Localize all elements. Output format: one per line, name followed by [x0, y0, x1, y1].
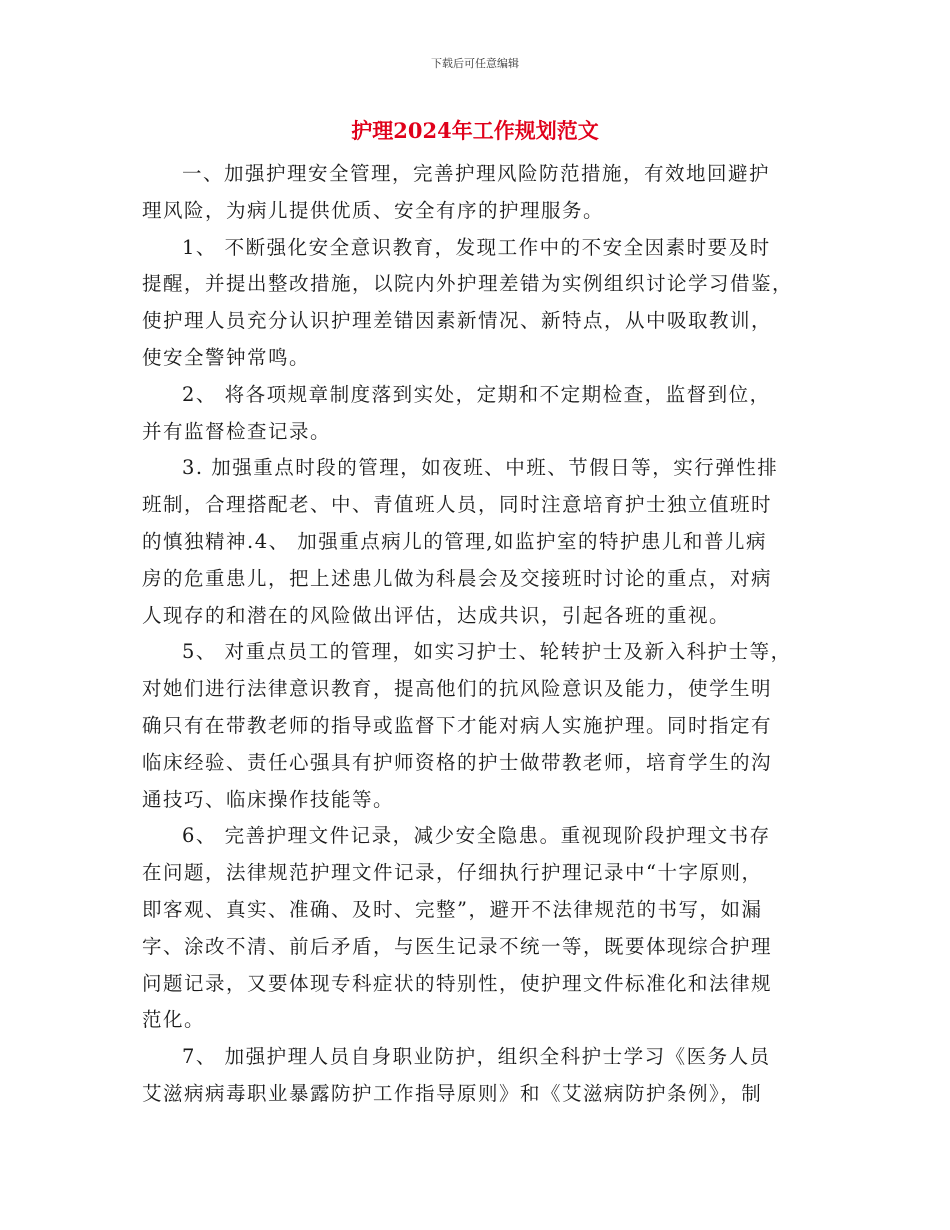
paragraph	[142, 230, 808, 377]
text-line: 确只有在带教老师的指导或监督下才能对病人实施护理。同时指定有	[142, 713, 773, 737]
text-line: 理风险，为病儿提供优质、安全有序的护理服务。	[142, 198, 605, 222]
text-line: 艾滋病病毒职业暴露防护工作指导原则》和《艾滋病防护条例》，制	[142, 1081, 763, 1105]
text-line: 通技巧、临床操作技能等。	[142, 787, 395, 811]
text-line: 提醒，并提出整改措施，以院内外护理差错为实例组织讨论学习借鉴，	[142, 272, 794, 296]
text-line: 一、加强护理安全管理，完善护理风险防范措施，有效地回避护	[182, 162, 771, 185]
text-line: 字、涂改不清、前后矛盾，与医生记录不统一等，既要体现综合护理	[142, 934, 773, 958]
text-line: 3. 加强重点时段的管理，如夜班、中班、节假日等，实行弹性排	[182, 456, 779, 480]
paragraph	[142, 450, 808, 634]
text-line: 问题记录，又要体现专科症状的特别性，使护理文件标准化和法律规	[142, 971, 773, 995]
text-line: 7、 加强护理人员自身职业防护，组织全科护士学习《医务人员	[182, 1045, 771, 1069]
document-body	[142, 156, 808, 1113]
text-line: 使安全警钟常鸣。	[142, 345, 311, 369]
text-line: 班制，合理搭配老、中、青值班人员，同时注意培育护士独立值班时	[142, 493, 773, 517]
text-line: 的慎独精神.4、 加强重点病儿的管理,如监护室的特护患儿和普儿病	[142, 529, 768, 553]
text-line: 6、 完善护理文件记录，减少安全隐患。重视现阶段护理文书存	[182, 824, 771, 848]
text-line: 对她们进行法律意识教育，提高他们的抗风险意识及能力，使学生明	[142, 677, 773, 701]
text-line: 人现存的和潜在的风险做出评估，达成共识，引起各班的重视。	[142, 603, 731, 627]
text-line: 在问题，法律规范护理文件记录，仔细执行护理记录中“十字原则，	[142, 861, 763, 885]
text-line: 2、 将各项规章制度落到实处，定期和不定期检查，监督到位，	[182, 382, 771, 406]
paragraph	[142, 156, 808, 230]
paragraph	[142, 377, 808, 451]
text-line: 范化。	[142, 1008, 206, 1032]
text-line: 并有监督检查记录。	[142, 419, 332, 443]
text-line: 使护理人员充分认识护理差错因素新情况、新特点，从中吸取教训，	[142, 309, 773, 333]
document-title: 护理2024年工作规划范文	[351, 118, 599, 143]
paragraph	[142, 634, 808, 818]
paragraph	[142, 1039, 808, 1113]
text-line: 即客观、真实、准确、及时、完整”，避开不法律规范的书写，如漏	[142, 897, 763, 921]
text-line: 房的危重患儿，把上述患儿做为科晨会及交接班时讨论的重点，对病	[142, 566, 773, 590]
text-line: 5、 对重点员工的管理，如实习护士、轮转护士及新入科护士等，	[182, 640, 792, 664]
text-line: 临床经验、责任心强具有护师资格的护士做带教老师，培育学生的沟	[142, 750, 773, 774]
header-note: 下载后可任意编辑	[431, 57, 519, 70]
text-line: 1、 不断强化安全意识教育，发现工作中的不安全因素时要及时	[182, 235, 771, 259]
paragraph	[142, 818, 808, 1039]
